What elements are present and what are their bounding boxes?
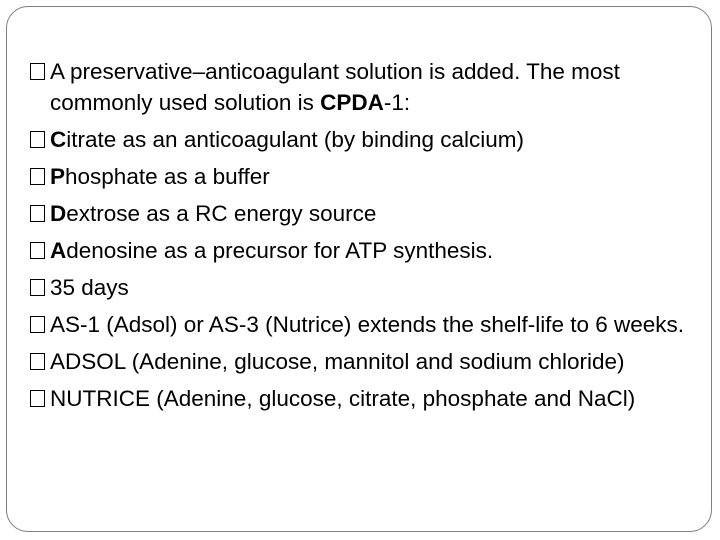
item-bold-text: A <box>50 238 67 263</box>
list-item <box>30 198 710 229</box>
item-text-end: -1: <box>383 90 411 115</box>
list-item <box>30 309 710 340</box>
bullet-box-icon <box>30 242 45 259</box>
item-text-end: extrose as a RC energy source <box>66 201 377 226</box>
list-item <box>30 272 710 303</box>
bullet-box-icon <box>30 316 45 333</box>
item-text: AS-1 (Adsol) or AS-3 (Nutrice) extends the shelf-life to 6 weeks. <box>50 312 685 337</box>
list-item <box>30 124 710 155</box>
bullet-box-icon <box>30 390 45 407</box>
bullet-box-icon <box>30 131 45 148</box>
item-bold-text: D <box>50 201 67 226</box>
bullet-box-icon <box>30 205 45 222</box>
item-text: A preservative–anticoagulant solution is added. The most commonly used solution is <box>50 59 620 115</box>
item-text: NUTRICE (Adenine, glucose, citrate, phosphate and NaCl) <box>50 386 636 411</box>
item-bold-text: C <box>50 127 67 152</box>
list-item <box>30 235 710 266</box>
bullet-box-icon <box>30 279 45 296</box>
list-item <box>30 383 710 414</box>
item-text-end: itrate as an anticoagulant (by binding calcium) <box>66 127 525 152</box>
item-text-end: denosine as a precursor for ATP synthesis. <box>66 238 494 263</box>
item-text: ADSOL (Adenine, glucose, mannitol and sodium chloride) <box>50 349 625 374</box>
bullet-box-icon <box>30 63 45 80</box>
list-item <box>30 346 710 377</box>
list-item <box>30 161 710 192</box>
bullet-box-icon <box>30 353 45 370</box>
list-item <box>30 56 710 118</box>
item-text: 35 days <box>50 275 129 300</box>
bullet-box-icon <box>30 168 45 185</box>
item-bold-text: P <box>50 164 66 189</box>
bullet-list <box>30 56 710 420</box>
item-text-end: hosphate as a buffer <box>65 164 270 189</box>
item-bold-text: CPDA <box>320 90 384 115</box>
